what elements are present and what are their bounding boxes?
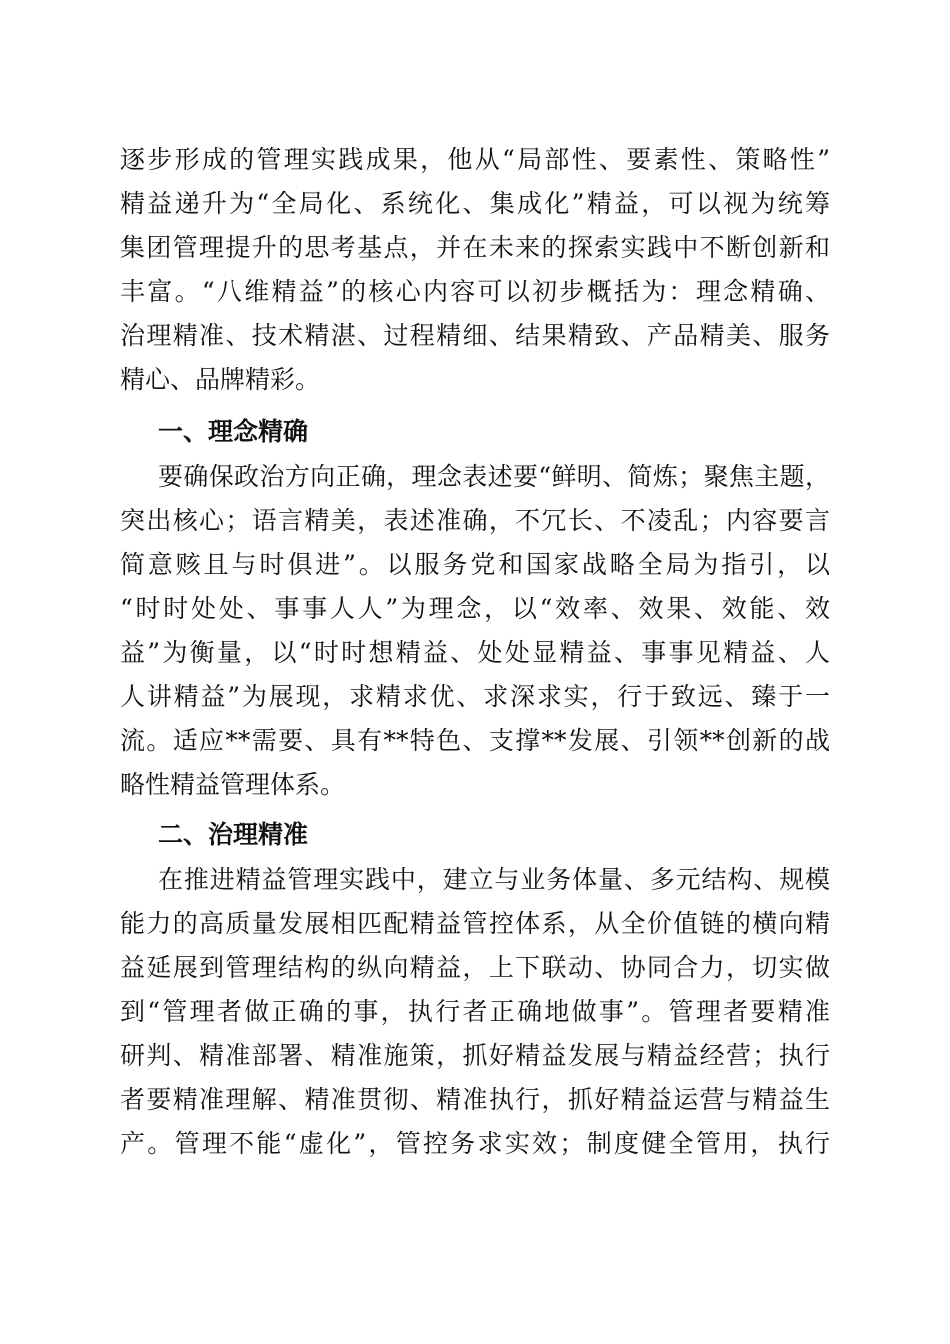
intro-line: 精益递升为“全局化、系统化、集成化”精益，可以视为统筹 [120,189,830,218]
intro-line: 集团管理提升的思考基点，并在未来的探索实践中不断创新和 [120,233,830,262]
intro-line: 治理精准、技术精湛、过程精细、结果精致、产品精美、服务 [120,321,830,350]
section2-line: 到“管理者做正确的事，执行者正确地做事”。管理者要精准 [120,997,830,1026]
section2-line: 产。管理不能“虚化”，管控务求实效；制度健全管用，执行 [120,1129,830,1158]
section1-line: 要确保政治方向正确，理念表述要“鲜明、简炼；聚焦主题， [158,462,830,491]
section-heading: 二、治理精准 [158,820,309,849]
section1-line: 人讲精益”为展现，求精求优、求深求实，行于致远、臻于一 [120,682,830,711]
intro-line: 丰富。“八维精益”的核心内容可以初步概括为：理念精确、 [120,277,830,306]
section-heading: 一、理念精确 [158,417,309,446]
section2-line: 者要精准理解、精准贯彻、精准执行，抓好精益运营与精益生 [120,1085,830,1114]
section2-line: 益延展到管理结构的纵向精益，上下联动、协同合力，切实做 [120,953,830,982]
intro-line: 逐步形成的管理实践成果，他从“局部性、要素性、策略性” [120,145,830,174]
section1-line: 益”为衡量，以“时时想精益、处处显精益、事事见精益、人 [120,638,830,667]
section2-line: 能力的高质量发展相匹配精益管控体系，从全价值链的横向精 [120,909,830,938]
section2-line: 研判、精准部署、精准施策，抓好精益发展与精益经营；执行 [120,1041,830,1070]
section1-line: 流。适应**需要、具有**特色、支撑**发展、引领**创新的战 [120,726,830,755]
section1-line: 略性精益管理体系。 [120,770,346,799]
section1-line: “时时处处、事事人人”为理念，以“效率、效果、效能、效 [120,594,830,623]
section1-line: 简意赅且与时俱进”。以服务党和国家战略全局为指引，以 [120,550,830,579]
section1-line: 突出核心；语言精美，表述准确，不冗长、不凌乱；内容要言 [120,506,830,535]
section2-line: 在推进精益管理实践中，建立与业务体量、多元结构、规模 [158,865,830,894]
intro-line: 精心、品牌精彩。 [120,365,321,394]
